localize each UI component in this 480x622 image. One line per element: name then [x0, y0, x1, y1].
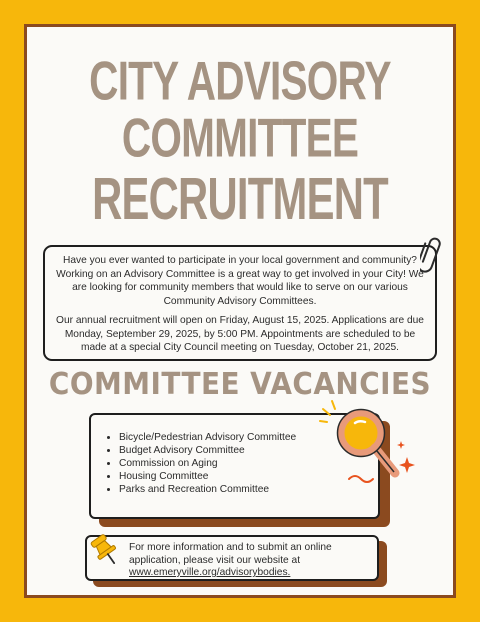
intro-box [43, 245, 437, 361]
flyer-frame [24, 24, 456, 598]
vacancy-item: • Commission on Aging [119, 457, 368, 470]
pushpin-icon [87, 532, 123, 568]
vacancy-item: • Budget Advisory Committee [119, 444, 368, 457]
title-line-2: COMMITTEE [121, 108, 359, 169]
vacancies-heading: COMMITTEE VACANCIES [48, 367, 432, 402]
magnifying-glass-icon [319, 399, 419, 489]
info-text: For more information and to submit an online application, please visit our website at [129, 542, 332, 566]
vacancy-item: • Housing Committee [119, 470, 368, 483]
info-box [85, 535, 379, 581]
paperclip-icon [420, 234, 442, 274]
vacancy-item: • Bicycle/Pedestrian Advisory Committee [119, 431, 368, 444]
title-line-1: CITY ADVISORY [89, 51, 391, 112]
website-link[interactable]: www.emeryville.org/advisorybodies. [129, 567, 291, 578]
title-line-3: RECRUITMENT [92, 165, 388, 233]
intro-paragraph-2: Our annual recruitment will open on Friday, August 15, 2025. Applications are due Monday, September 29, 2025, by 5:00 PM. Appointments are scheduled to be made at a special City Council meeting on Tuesday, October 21, 2025. [56, 315, 424, 353]
intro-paragraph-1: Have you ever wanted to participate in your local government and community? Working on an Advisory Committee is a great way to get involved in your City! We are looking for community members that would like to serve on our various Community Advisory Committees. [56, 255, 424, 307]
vacancy-item: • Parks and Recreation Committee [119, 483, 368, 496]
